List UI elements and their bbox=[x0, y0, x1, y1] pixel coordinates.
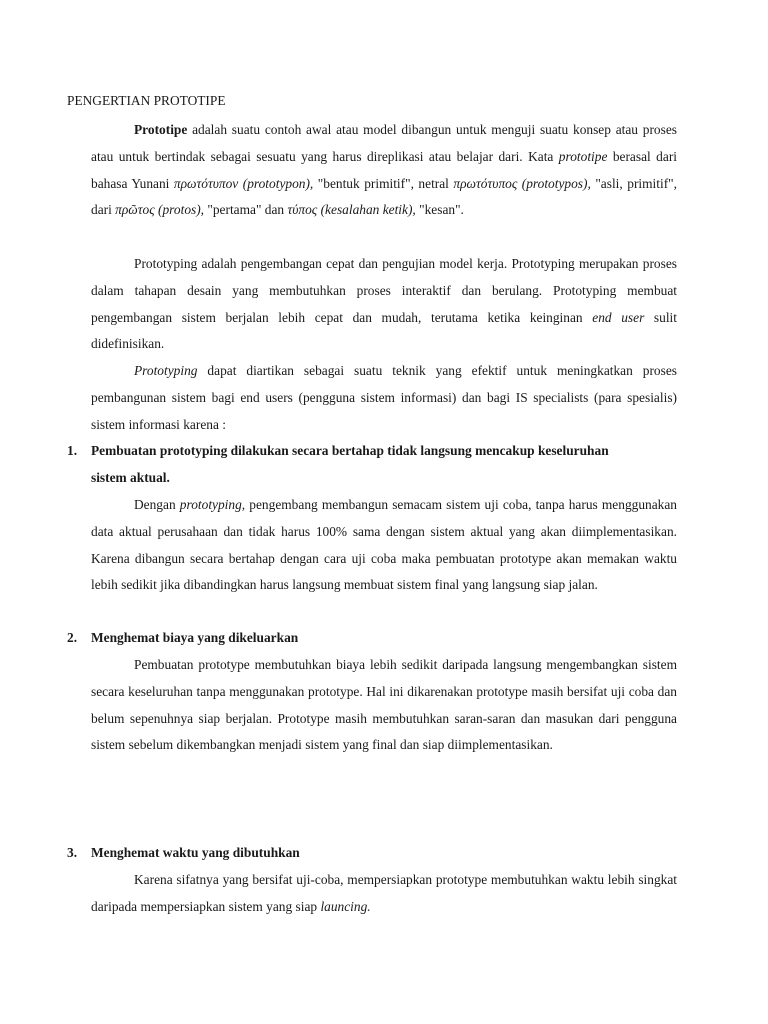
text-span: berasal dari bahasa Yunani bbox=[91, 148, 677, 191]
italic-span: launcing. bbox=[320, 898, 371, 914]
text-span: "asli, primitif", dari bbox=[91, 175, 677, 218]
term-prototipe: Prototipe bbox=[134, 122, 188, 137]
text-span: Dengan bbox=[134, 497, 180, 512]
list-title-line: Pembuatan prototyping dilakukan secara bertahap tidak langsung mencakup keseluruhan bbox=[91, 443, 609, 458]
text-span: "kesan". bbox=[415, 202, 464, 218]
paragraph-prototyping-definition bbox=[91, 251, 677, 358]
list-item-title-2 bbox=[67, 625, 677, 652]
italic-span: πρωτότυπος (prototypos), bbox=[453, 175, 591, 191]
document-heading: PENGERTIAN PROTOTIPE bbox=[67, 93, 226, 108]
list-item-title-1 bbox=[67, 438, 677, 492]
list-title-line: sistem aktual. bbox=[91, 469, 170, 485]
list-title-line: Menghemat waktu yang dibutuhkan bbox=[91, 845, 300, 860]
text-span: Karena sifatnya yang bersifat uji-coba, mempersiapkan prototype membutuhkan waktu lebih singkat daripada mempersiapkan sistem yang siap bbox=[91, 872, 677, 914]
italic-span: πρῶτος (protos), bbox=[115, 202, 205, 218]
text-span: dapat diartikan sebagai suatu teknik yang efektif untuk meningkatkan proses pembangunan sistem bagi end users (pengguna sistem informasi) dan bagi IS specialists (para spesialis) sistem informasi karena : bbox=[91, 363, 677, 432]
text-span: Prototyping adalah pengembangan cepat dan pengujian model kerja. Prototyping merupakan proses dalam tahapan desain yang membutuhkan proses interaktif dan berulang. Prototyping membuat pengembangan sistem berjalan lebih cepat dan mudah, terutama ketika keinginan bbox=[91, 256, 677, 325]
paragraph-prototyping-technique bbox=[91, 358, 677, 438]
list-item-body-1 bbox=[91, 492, 677, 599]
list-item-title-3 bbox=[67, 840, 677, 867]
text-span: pengembang membangun semacam sistem uji coba, tanpa harus menggunakan data aktual perusahaan dan tidak harus 100% sama dengan sistem aktual yang akan diimplementasikan. Karena dibangun secara bertahap dengan cara uji coba maka pembuatan prototype akan memakan waktu lebih sedikit jika dibandingkan harus langsung membuat sistem final yang langsung siap jalan. bbox=[91, 497, 677, 593]
list-number: 2. bbox=[67, 630, 78, 645]
text-span: sulit didefinisikan. bbox=[91, 309, 677, 352]
text-span: "pertama" dan bbox=[204, 202, 288, 218]
list-number: 3. bbox=[67, 845, 78, 860]
list-item-body-3 bbox=[91, 867, 677, 921]
list-title-line: Menghemat biaya yang dikeluarkan bbox=[91, 630, 299, 645]
italic-span: prototyping, bbox=[179, 497, 246, 512]
text-span: adalah suatu contoh awal atau model dibangun untuk menguji suatu konsep atau proses atau untuk bertindak sebagai sesuatu yang harus direplikasi atau belajar dari. Kata bbox=[91, 122, 677, 164]
text-span: "bentuk primitif", netral bbox=[313, 175, 454, 191]
list-item-body-2 bbox=[91, 652, 677, 759]
italic-span: end user bbox=[592, 309, 645, 325]
italic-span: τύπος (kesalahan ketik), bbox=[287, 202, 416, 218]
list-number: 1. bbox=[67, 443, 78, 458]
text-span: Pembuatan prototype membutuhkan biaya lebih sedikit daripada langsung mengembangkan sistem secara keseluruhan tanpa menggunakan prototype. Hal ini dikarenakan prototype masih bersifat uji coba dan belum sepenuhnya siap berjalan. Prototype masih membutuhkan saran-saran dan masukan dari pengguna sistem sebelum dikembangkan menjadi sistem yang final dan siap diimplementasikan. bbox=[91, 657, 677, 753]
italic-span: prototipe bbox=[558, 148, 608, 164]
paragraph-prototipe-definition bbox=[91, 117, 677, 224]
italic-span: Prototyping bbox=[134, 363, 198, 378]
italic-span: πρωτότυπον (prototypon), bbox=[173, 175, 314, 191]
